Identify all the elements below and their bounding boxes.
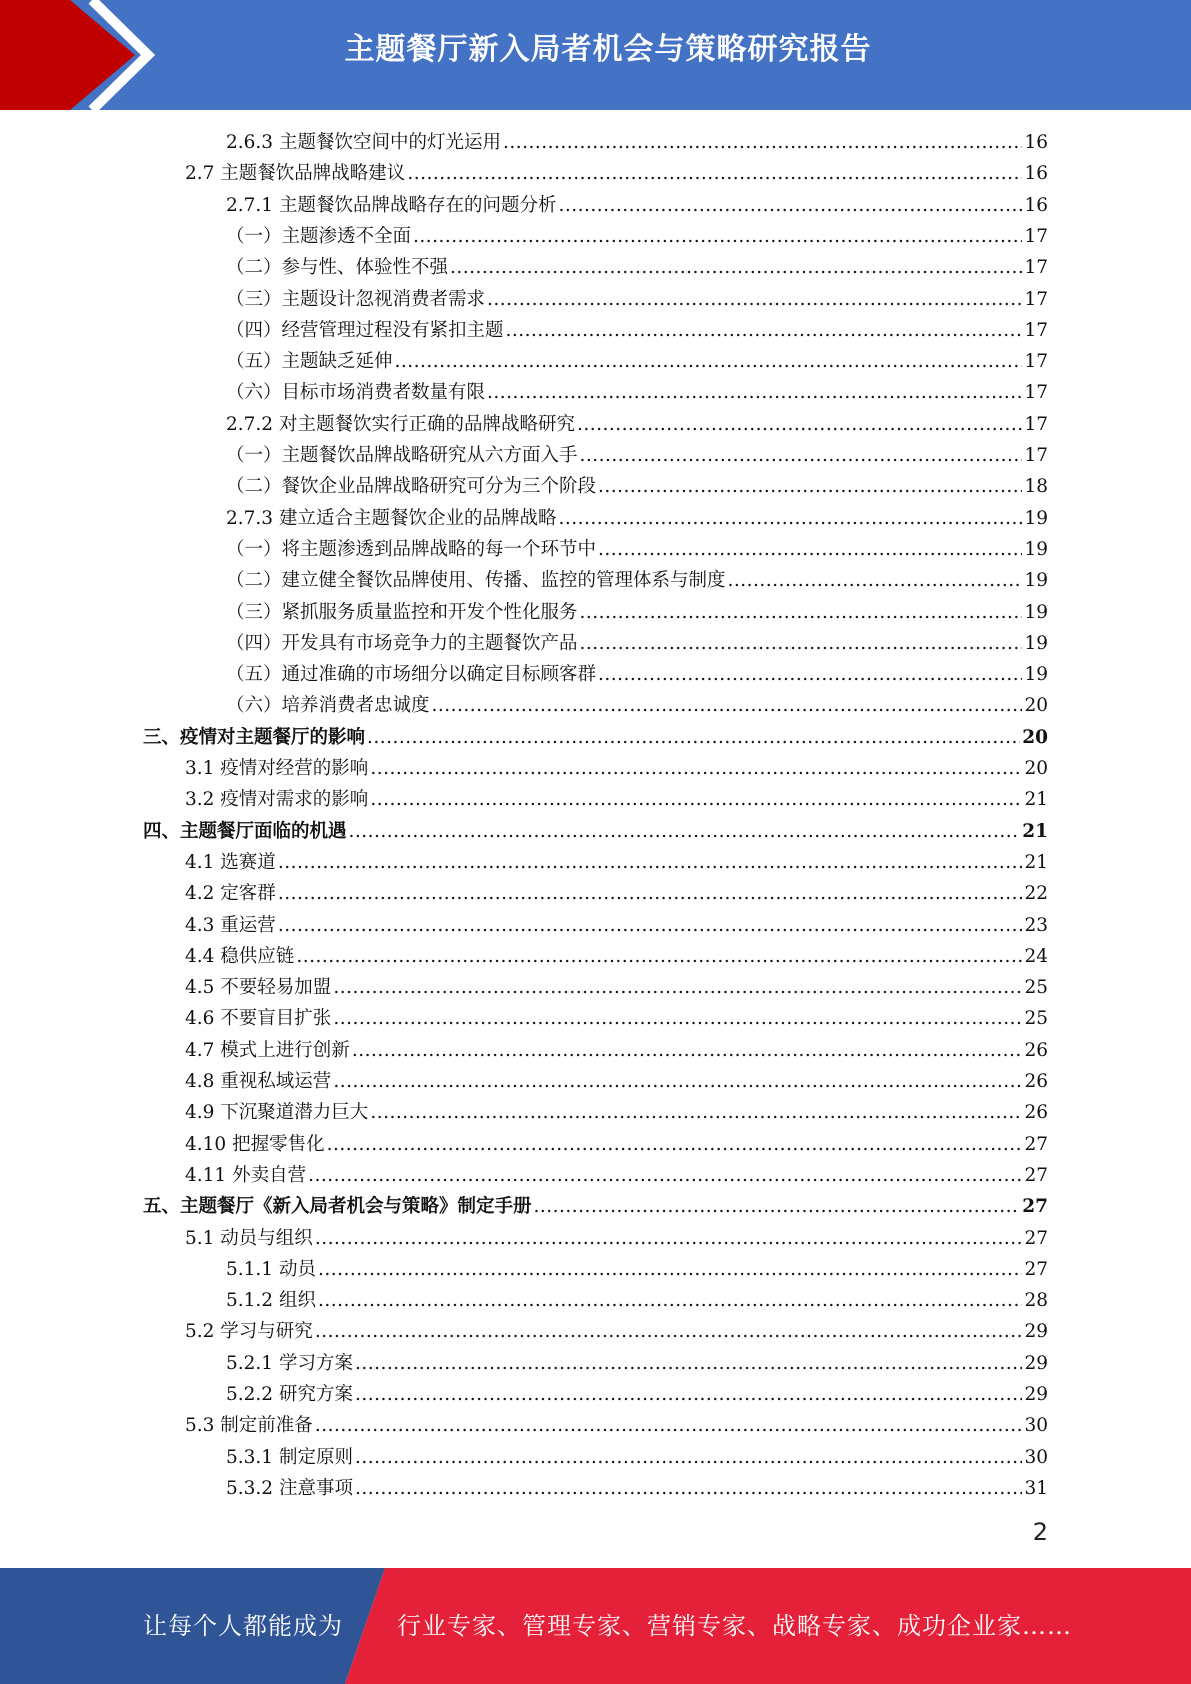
toc-entry-label: （三）紧抓服务质量监控和开发个性化服务 [226, 602, 578, 623]
toc-dot-leader [558, 503, 1022, 534]
toc-entry-label: （六）培养消费者忠诚度 [226, 695, 430, 716]
toc-entry[interactable] [185, 972, 1048, 1003]
toc-entry[interactable] [185, 1066, 1048, 1097]
toc-entry-page: 31 [1024, 1478, 1048, 1499]
toc-entry-page: 25 [1024, 977, 1048, 998]
toc-dot-leader [407, 158, 1022, 189]
toc-entry-page: 30 [1024, 1415, 1048, 1436]
toc-dot-leader [534, 1191, 1021, 1222]
toc-entry[interactable] [226, 252, 1048, 283]
toc-entry-label: 5.1.2 组织 [226, 1290, 316, 1311]
toc-entry-label: 5.3 制定前准备 [185, 1415, 313, 1436]
toc-entry-label: 2.7.3 建立适合主题餐饮企业的品牌战略 [226, 508, 557, 529]
toc-entry-label: （一）主题餐饮品牌战略研究从六方面入手 [226, 445, 578, 466]
toc-entry[interactable] [226, 628, 1048, 659]
toc-entry-label: 2.7 主题餐饮品牌战略建议 [185, 163, 406, 184]
toc-entry-label: （一）主题渗透不全面 [226, 226, 412, 247]
toc-entry-label: （五）通过准确的市场细分以确定目标顾客群 [226, 664, 597, 685]
toc-entry[interactable] [185, 784, 1048, 815]
toc-dot-leader [580, 628, 1023, 659]
toc-dot-leader [278, 878, 1023, 909]
toc-dot-leader [355, 1442, 1023, 1473]
toc-entry-page: 17 [1024, 257, 1048, 278]
toc-dot-leader [278, 910, 1023, 941]
toc-entry-page: 28 [1024, 1290, 1048, 1311]
toc-entry-page: 19 [1024, 633, 1048, 654]
toc-dot-leader [355, 1473, 1023, 1504]
toc-dot-leader [487, 284, 1022, 315]
toc-entry[interactable] [226, 409, 1048, 440]
toc-entry-page: 20 [1022, 727, 1048, 748]
toc-entry-label: 2.7.1 主题餐饮品牌战略存在的问题分析 [226, 195, 557, 216]
toc-entry[interactable] [143, 816, 1048, 847]
toc-entry-page: 17 [1024, 320, 1048, 341]
toc-entry-page: 21 [1024, 789, 1048, 810]
toc-entry-label: 4.7 模式上进行创新 [185, 1040, 350, 1061]
toc-entry[interactable] [226, 127, 1048, 158]
toc-entry[interactable] [226, 221, 1048, 252]
toc-entry-label: （二）餐饮企业品牌战略研究可分为三个阶段 [226, 476, 597, 497]
toc-dot-leader [355, 1379, 1023, 1410]
toc-dot-leader [315, 1410, 1023, 1441]
toc-entry-page: 19 [1024, 570, 1048, 591]
toc-entry-label: 2.6.3 主题餐饮空间中的灯光运用 [226, 132, 501, 153]
toc-entry-page: 20 [1024, 695, 1048, 716]
toc-entry-label: 5.2 学习与研究 [185, 1321, 313, 1342]
toc-entry-label: 4.3 重运营 [185, 915, 276, 936]
toc-dot-leader [598, 471, 1022, 502]
toc-entry-page: 17 [1024, 289, 1048, 310]
toc-entry[interactable] [185, 878, 1048, 909]
toc-entry[interactable] [185, 1035, 1048, 1066]
toc-entry[interactable] [185, 910, 1048, 941]
toc-entry-label: 3.2 疫情对需求的影响 [185, 789, 369, 810]
toc-entry-page: 17 [1024, 351, 1048, 372]
toc-entry-label: 4.2 定客群 [185, 883, 276, 904]
toc-dot-leader [395, 346, 1023, 377]
toc-dot-leader [598, 659, 1022, 690]
toc-entry[interactable] [185, 1410, 1048, 1441]
toc-dot-leader [315, 1223, 1023, 1254]
toc-entry[interactable] [185, 1097, 1048, 1128]
toc-dot-leader [315, 1316, 1023, 1347]
toc-entry-label: （一）将主题渗透到品牌战略的每一个环节中 [226, 539, 597, 560]
toc-entry-label: 5.2.1 学习方案 [226, 1353, 353, 1374]
toc-entry[interactable] [226, 659, 1048, 690]
toc-entry[interactable] [226, 1348, 1048, 1379]
toc-entry-label: 4.6 不要盲目扩张 [185, 1008, 332, 1029]
toc-entry[interactable] [185, 1223, 1048, 1254]
toc-entry[interactable] [226, 534, 1048, 565]
toc-entry-page: 19 [1024, 539, 1048, 560]
toc-entry-page: 25 [1024, 1008, 1048, 1029]
toc-dot-leader [278, 847, 1023, 878]
toc-entry[interactable] [226, 377, 1048, 408]
toc-entry[interactable] [143, 722, 1048, 753]
footer-roles: 行业专家、管理专家、营销专家、战略专家、成功企业家…… [397, 1612, 1072, 1640]
toc-dot-leader [308, 1160, 1022, 1191]
toc-entry-page: 17 [1024, 226, 1048, 247]
toc-dot-leader [370, 753, 1022, 784]
toc-entry[interactable] [185, 1129, 1048, 1160]
toc-entry-label: （二）建立健全餐饮品牌使用、传播、监控的管理体系与制度 [226, 570, 726, 591]
toc-dot-leader [432, 690, 1023, 721]
toc-entry[interactable] [226, 597, 1048, 628]
toc-entry-label: 2.7.2 对主题餐饮实行正确的品牌战略研究 [226, 414, 575, 435]
toc-entry-label: 五、主题餐厅《新入局者机会与策略》制定手册 [143, 1196, 532, 1217]
toc-entry-page: 17 [1024, 445, 1048, 466]
toc-entry-label: （五）主题缺乏延伸 [226, 351, 393, 372]
toc-dot-leader [598, 534, 1022, 565]
report-title: 主题餐厅新入局者机会与策略研究报告 [344, 32, 872, 67]
toc-entry-label: 5.3.2 注意事项 [226, 1478, 353, 1499]
toc-dot-leader [349, 816, 1021, 847]
toc-entry-page: 16 [1024, 132, 1048, 153]
toc-entry[interactable] [143, 1191, 1048, 1222]
toc-entry[interactable] [226, 1254, 1048, 1285]
footer-slogan: 让每个人都能成为 [143, 1612, 343, 1640]
toc-entry-page: 27 [1024, 1228, 1048, 1249]
toc-entry[interactable] [226, 284, 1048, 315]
toc-entry-page: 29 [1024, 1321, 1048, 1342]
toc-entry-page: 16 [1024, 195, 1048, 216]
toc-entry-page: 19 [1024, 508, 1048, 529]
toc-entry-label: 5.3.1 制定原则 [226, 1447, 353, 1468]
toc-dot-leader [355, 1348, 1023, 1379]
page-footer [0, 1568, 1191, 1684]
toc-entry[interactable] [226, 1473, 1048, 1504]
toc-dot-leader [370, 784, 1022, 815]
toc-dot-leader [352, 1035, 1023, 1066]
toc-dot-leader [333, 1003, 1022, 1034]
toc-entry[interactable] [226, 471, 1048, 502]
toc-entry-page: 17 [1024, 414, 1048, 435]
toc-entry-label: 三、疫情对主题餐厅的影响 [143, 727, 366, 748]
toc-dot-leader [728, 565, 1023, 596]
toc-dot-leader [506, 315, 1023, 346]
toc-entry-page: 27 [1024, 1259, 1048, 1280]
toc-dot-leader [413, 221, 1022, 252]
toc-dot-leader [318, 1285, 1023, 1316]
toc-dot-leader [450, 252, 1022, 283]
toc-entry-label: 5.1 动员与组织 [185, 1228, 313, 1249]
toc-entry-page: 23 [1024, 915, 1048, 936]
toc-entry[interactable] [226, 1379, 1048, 1410]
toc-entry[interactable] [185, 847, 1048, 878]
toc-dot-leader [580, 597, 1023, 628]
toc-entry-label: 5.1.1 动员 [226, 1259, 316, 1280]
toc-entry-page: 16 [1024, 163, 1048, 184]
toc-entry[interactable] [226, 565, 1048, 596]
toc-entry[interactable] [226, 440, 1048, 471]
toc-entry-label: （二）参与性、体验性不强 [226, 257, 449, 278]
toc-entry[interactable] [226, 1442, 1048, 1473]
toc-entry[interactable] [226, 190, 1048, 221]
toc-entry-label: 4.5 不要轻易加盟 [185, 977, 332, 998]
page-header [0, 0, 1191, 110]
toc-dot-leader [558, 190, 1022, 221]
toc-entry[interactable] [185, 1003, 1048, 1034]
toc-entry-page: 29 [1024, 1353, 1048, 1374]
toc-entry[interactable] [226, 315, 1048, 346]
toc-entry-label: 4.1 选赛道 [185, 852, 276, 873]
toc-entry-page: 27 [1024, 1134, 1048, 1155]
toc-dot-leader [580, 440, 1023, 471]
toc-entry-label: （六）目标市场消费者数量有限 [226, 382, 486, 403]
toc-entry-label: 5.2.2 研究方案 [226, 1384, 353, 1405]
toc-entry-page: 20 [1024, 758, 1048, 779]
toc-entry-page: 24 [1024, 946, 1048, 967]
toc-entry[interactable] [226, 346, 1048, 377]
toc-entry[interactable] [185, 1160, 1048, 1191]
toc-entry[interactable] [185, 158, 1048, 189]
toc-dot-leader [327, 1129, 1023, 1160]
toc-dot-leader [318, 1254, 1023, 1285]
toc-entry-page: 30 [1024, 1447, 1048, 1468]
toc-entry[interactable] [185, 1316, 1048, 1347]
toc-entry-label: （四）经营管理过程没有紧扣主题 [226, 320, 504, 341]
toc-dot-leader [577, 409, 1022, 440]
toc-dot-leader [367, 722, 1020, 753]
toc-dot-leader [370, 1097, 1022, 1128]
toc-entry-label: 4.11 外卖自营 [185, 1165, 307, 1186]
toc-entry-label: （三）主题设计忽视消费者需求 [226, 289, 486, 310]
toc-dot-leader [503, 127, 1022, 158]
toc-entry-label: 4.4 稳供应链 [185, 946, 295, 967]
toc-entry-page: 26 [1024, 1071, 1048, 1092]
toc-dot-leader [333, 972, 1022, 1003]
page-number: 2 [1032, 1518, 1048, 1546]
toc-entry[interactable] [226, 503, 1048, 534]
toc-entry-label: 4.8 重视私域运营 [185, 1071, 332, 1092]
toc-entry[interactable] [226, 690, 1048, 721]
toc-dot-leader [333, 1066, 1022, 1097]
toc-entry[interactable] [226, 1285, 1048, 1316]
toc-entry-label: 4.10 把握零售化 [185, 1134, 325, 1155]
toc-entry-label: 4.9 下沉聚道潜力巨大 [185, 1102, 369, 1123]
toc-entry-page: 19 [1024, 664, 1048, 685]
toc-entry-page: 26 [1024, 1040, 1048, 1061]
toc-entry-page: 17 [1024, 382, 1048, 403]
toc-entry-page: 21 [1024, 852, 1048, 873]
toc-entry-page: 27 [1022, 1196, 1048, 1217]
toc-entry[interactable] [185, 753, 1048, 784]
toc-entry-page: 21 [1022, 821, 1048, 842]
toc-entry-label: （四）开发具有市场竞争力的主题餐饮产品 [226, 633, 578, 654]
toc-entry-page: 26 [1024, 1102, 1048, 1123]
toc-dot-leader [487, 377, 1022, 408]
toc-entry-label: 四、主题餐厅面临的机遇 [143, 821, 347, 842]
toc-entry-page: 19 [1024, 602, 1048, 623]
toc-entry-page: 22 [1024, 883, 1048, 904]
toc-dot-leader [296, 941, 1022, 972]
toc-entry-page: 27 [1024, 1165, 1048, 1186]
toc-entry-page: 18 [1024, 476, 1048, 497]
toc-entry-page: 29 [1024, 1384, 1048, 1405]
toc-entry-label: 3.1 疫情对经营的影响 [185, 758, 369, 779]
toc-entry[interactable] [185, 941, 1048, 972]
